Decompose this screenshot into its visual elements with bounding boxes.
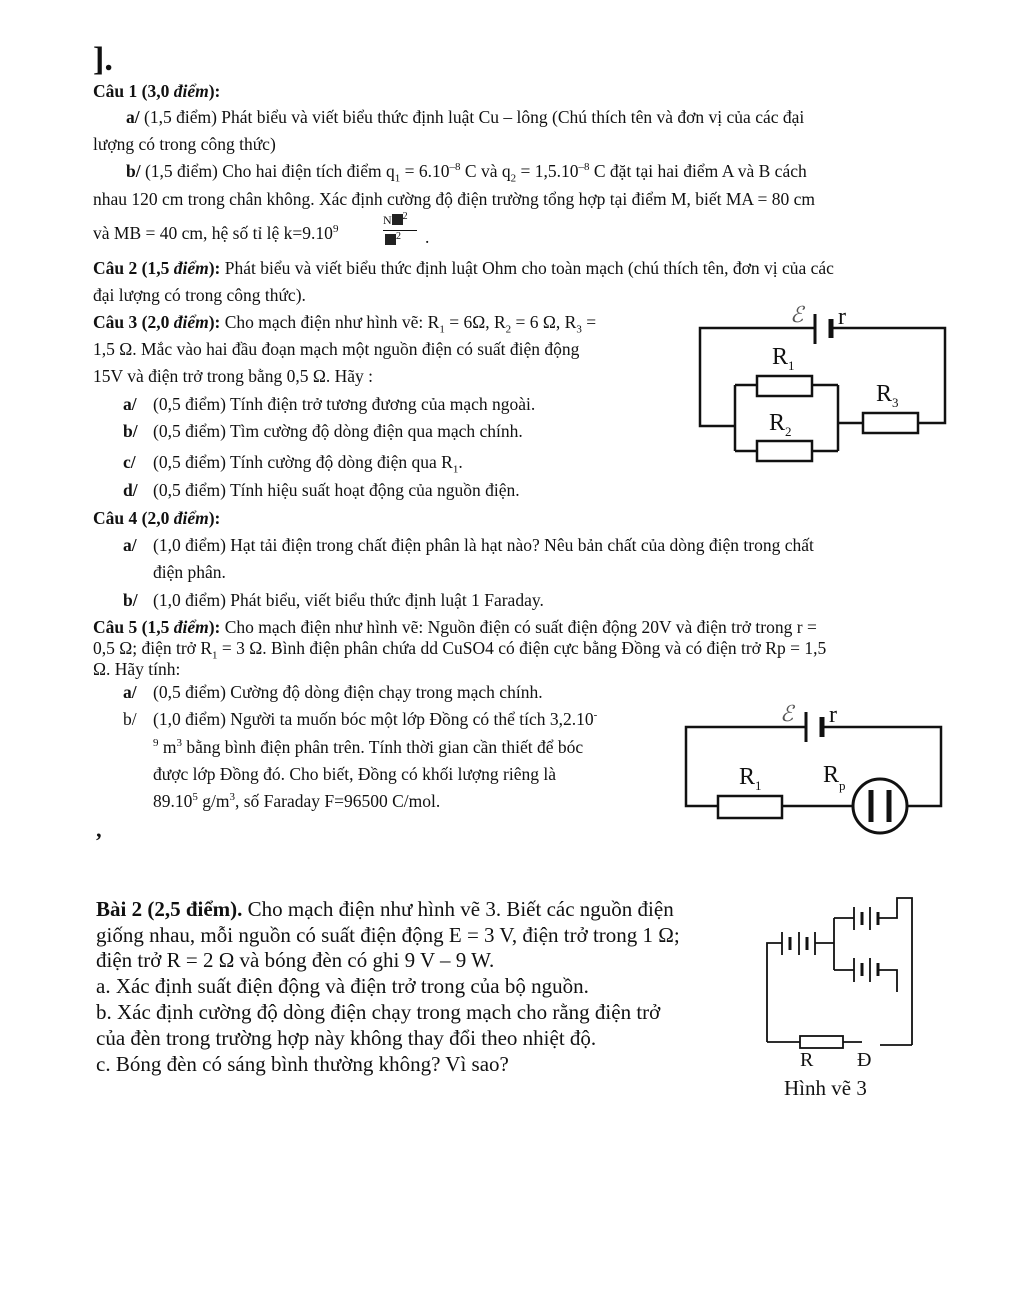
q5-rp-label: $R_p$ bbox=[823, 762, 846, 793]
bai2-wire-left bbox=[767, 943, 782, 1042]
q1-b-line3-end: . bbox=[425, 227, 430, 247]
q3-r2-label: $R_2$ bbox=[769, 410, 792, 439]
bai2-r-label: R bbox=[800, 1049, 814, 1071]
q1-a-line1: a/ (1,5 điểm) Phát biểu và viết biểu thức định luật Cu – lông (Chú thích tên và đơn vị của các đại bbox=[126, 107, 805, 127]
q5-electrolytic-cell bbox=[853, 779, 907, 833]
q5-line1: Câu 5 (1,5 điểm): Cho mạch điện như hình vẽ: Nguồn điện có suất điện động 20V và điện trở trong r = bbox=[93, 617, 817, 637]
q3-resistor-r2 bbox=[757, 441, 812, 461]
q3-wire-right bbox=[831, 328, 945, 423]
q3-line3: 15V và điện trở trong bằng 0,5 Ω. Hãy : bbox=[93, 366, 374, 386]
q4-b-line: b/ (1,0 điểm) Phát biểu, viết biểu thức định luật 1 Faraday. bbox=[123, 590, 544, 610]
q4-heading: Câu 4 (2,0 điểm): bbox=[93, 508, 221, 528]
q2-line1: Câu 2 (1,5 điểm): Phát biểu và viết biểu thức định luật Ohm cho toàn mạch (chú thích tên, đơn vị của các bbox=[93, 258, 834, 278]
bai2-lamp-label: Đ bbox=[857, 1049, 872, 1071]
q3-wire-left bbox=[700, 328, 815, 426]
q3-line1: Câu 3 (2,0 điểm): Cho mạch điện như hình vẽ: $R_1 = 6\Omega$, $R_2 = 6$ Ω, $R_3$ = bbox=[93, 312, 597, 336]
q3-emf-symbol: ℰ bbox=[790, 302, 804, 327]
bai2-item-c: c. Bóng đèn có sáng bình thường không? Vì sao? bbox=[96, 1052, 509, 1076]
bai2-item-a: a. Xác định suất điện động và điện trở trong của bộ nguồn. bbox=[96, 974, 589, 998]
q3-r1-label: $R_1$ bbox=[772, 344, 795, 373]
q5-line3: Ω. Hãy tính: bbox=[93, 659, 181, 679]
q1-heading: Câu 1 (3,0 điểm): bbox=[93, 81, 221, 101]
q4-a-line1: a/ (1,0 điểm) Hạt tải điện trong chất điện phân là hạt nào? Nêu bản chất của dòng điện trong chất bbox=[123, 535, 814, 555]
q5-r1-label: $R_1$ bbox=[739, 764, 762, 793]
q3-r3-label: $R_3$ bbox=[876, 381, 899, 410]
q3-line2: 1,5 Ω. Mắc vào hai đầu đoạn mạch một nguồn điện có suất điện động bbox=[93, 339, 580, 359]
q5-line2: 0,5 Ω; điện trở $R_1 = 3$ Ω. Bình điện phân chứa dd CuSO4 có điện cực bằng Đồng và có điện trở Rp = 1,5 bbox=[93, 638, 827, 662]
q5-item-b-line1: b/ (1,0 điểm) Người ta muốn bóc một lớp Đồng có thể tích 3,2.10- bbox=[123, 709, 598, 729]
q5-r-label: r bbox=[829, 702, 837, 728]
q2-line2: đại lượng có trong công thức). bbox=[93, 285, 306, 305]
q3-r-label: r bbox=[838, 304, 846, 330]
q1-b-line3: và MB = 40 cm, hệ số tỉ lệ $k=9.10^9$ bbox=[93, 223, 339, 243]
comma-mark: ’ bbox=[95, 828, 103, 853]
q3-item-c: c/ (0,5 điểm) Tính cường độ dòng điện qua $R_1$. bbox=[123, 452, 463, 476]
q1-a-line2: lượng có trong công thức) bbox=[93, 134, 276, 154]
q5-item-a: a/ (0,5 điểm) Cường độ dòng điện chạy trong mạch chính. bbox=[123, 682, 543, 702]
bai2-item-b-line2: của đèn trong trường hợp này không thay đổi theo nhiệt độ. bbox=[96, 1026, 597, 1050]
q3-resistor-r1 bbox=[757, 376, 812, 396]
q5-item-b-line2: $^9$ $m^3$ bằng bình điện phân trên. Tính thời gian cần thiết để bóc bbox=[153, 737, 584, 757]
bai2-resistor-r bbox=[800, 1036, 843, 1048]
q1-b-line1: b/ (1,5 điểm) Cho hai điện tích điểm $q_1 = 6.10^{-8}$ C và $q_2 = 1,5.10^{-8}$ C đặt tại hai điểm A và B cách bbox=[126, 161, 807, 185]
missing-glyph-icon bbox=[392, 214, 403, 225]
top-mark: ]. bbox=[93, 41, 113, 78]
bai2-line2: giống nhau, mỗi nguồn có suất điện động E = 3 V, điện trở trong 1 Ω; bbox=[96, 923, 680, 947]
bai2-figure-caption: Hình vẽ 3 bbox=[784, 1076, 867, 1100]
q5-emf-symbol: ℰ bbox=[780, 701, 794, 726]
q4-a-line2: điện phân. bbox=[153, 562, 226, 582]
q3-item-b: b/ (0,5 điểm) Tìm cường độ dòng điện qua mạch chính. bbox=[123, 421, 523, 441]
q5-wire-left bbox=[686, 727, 806, 806]
q5-resistor-r1 bbox=[718, 796, 782, 818]
q5-item-b-line3: được lớp Đồng đó. Cho biết, Đồng có khối lượng riêng là bbox=[153, 764, 557, 784]
q3-item-a: a/ (0,5 điểm) Tính điện trở tương đương của mạch ngoài. bbox=[123, 394, 536, 414]
q5-wire-right bbox=[822, 727, 941, 806]
q1-b-line2: nhau 120 cm trong chân không. Xác định cường độ điện trường tổng hợp tại điểm M, biết MA = 80 cm bbox=[93, 189, 815, 209]
k-unit-fraction: N $^2$ $^2$ bbox=[383, 213, 423, 251]
q3-item-d: d/ (0,5 điểm) Tính hiệu suất hoạt động của nguồn điện. bbox=[123, 480, 520, 500]
missing-glyph-icon bbox=[385, 234, 396, 245]
bai2-item-b-line1: b. Xác định cường độ dòng điện chạy trong mạch cho rằng điện trở bbox=[96, 1000, 661, 1024]
bai2-line3: điện trở R = 2 Ω và bóng đèn có ghi 9 V – 9 W. bbox=[96, 948, 495, 972]
q5-item-b-line4: 89.10$^5$ $g/m^3$, số Faraday F=96500 C/mol. bbox=[153, 791, 441, 811]
q3-resistor-r3 bbox=[863, 413, 918, 433]
bai2-line1: Bài 2 (2,5 điểm). Cho mạch điện như hình vẽ 3. Biết các nguồn điện bbox=[96, 897, 674, 921]
